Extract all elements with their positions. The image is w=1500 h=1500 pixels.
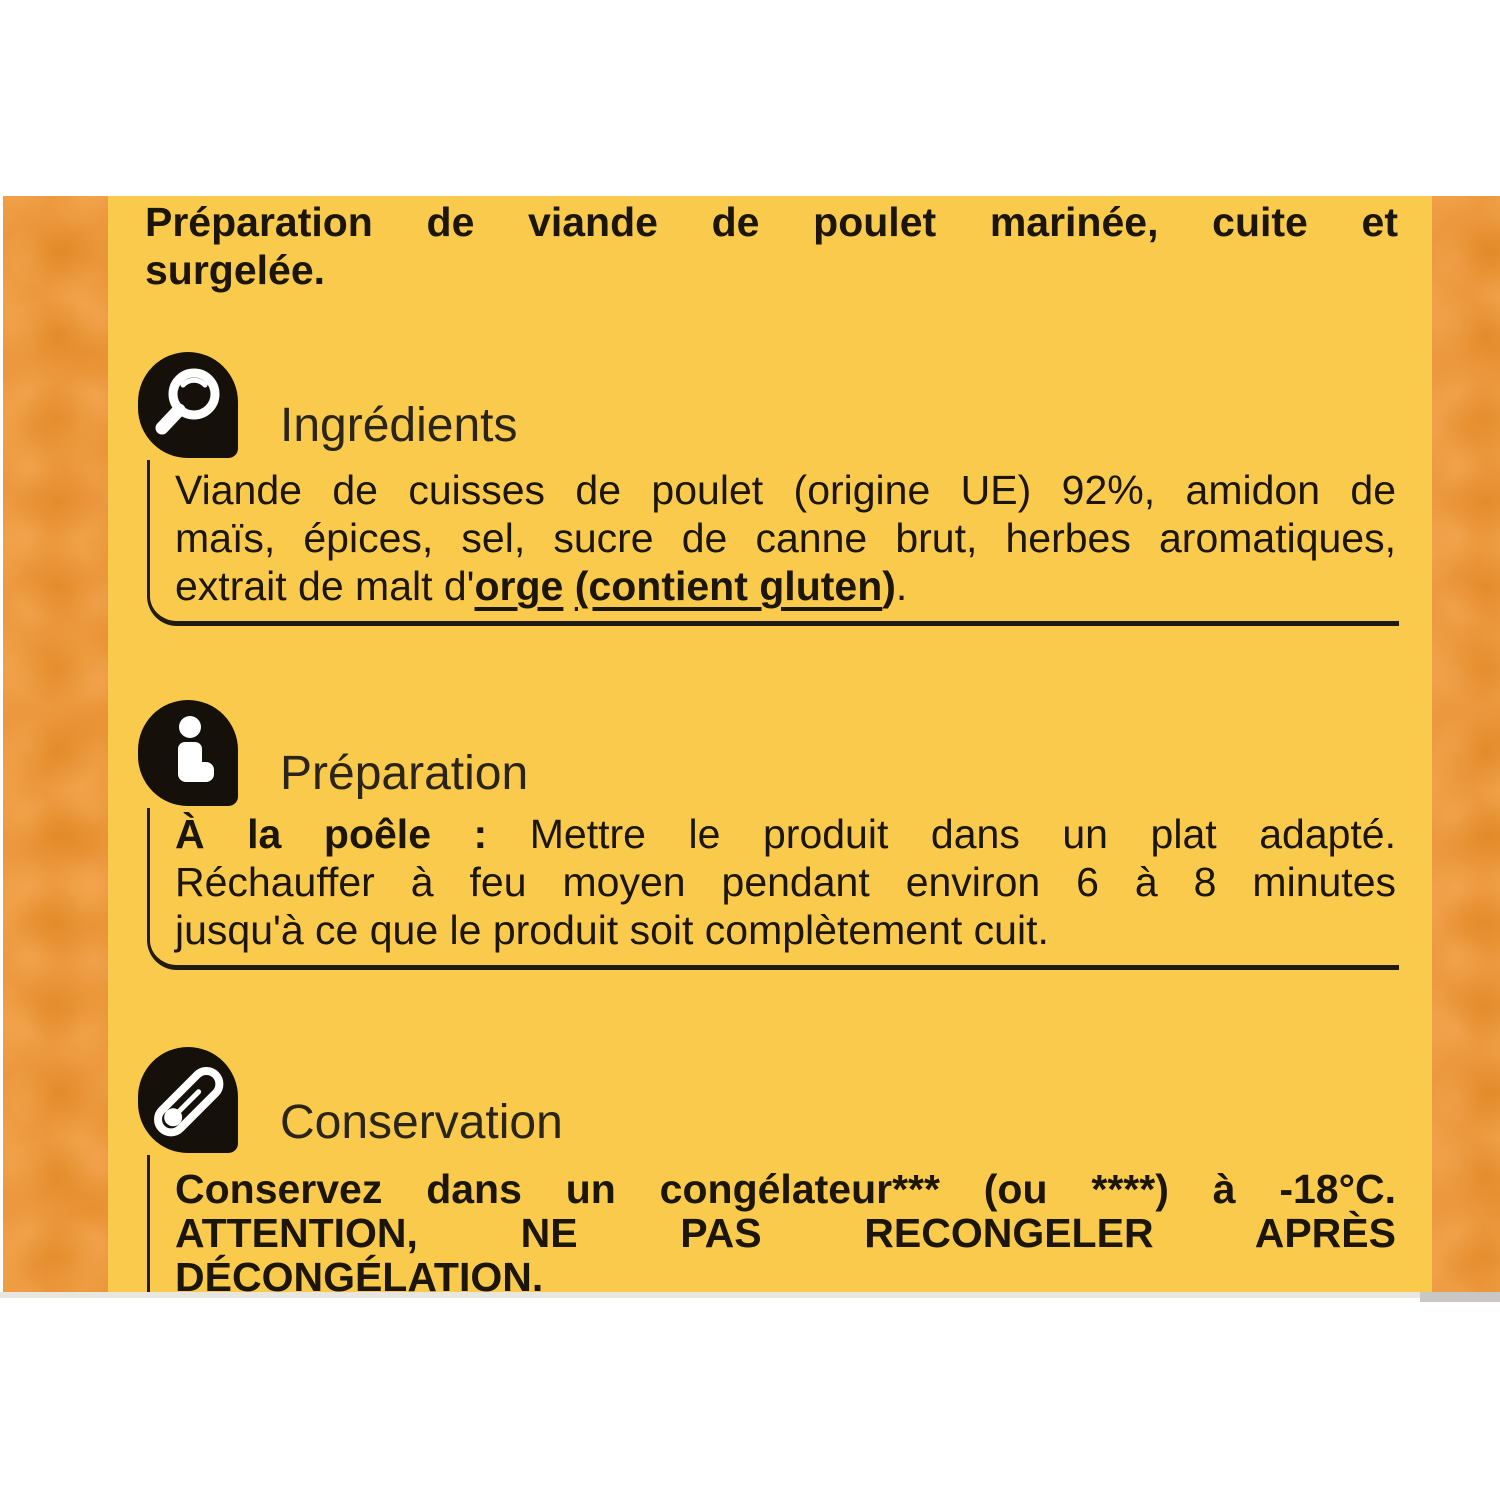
ingredients-line: maïs, épices, sel, sucre de canne brut, herbes aromatiques, bbox=[175, 515, 1396, 561]
product-description-line: surgelée. bbox=[145, 247, 326, 293]
ingredients-period: . bbox=[895, 563, 908, 609]
conservation-line: ATTENTION, NE PAS RECONGELER APRÈS bbox=[175, 1210, 1396, 1256]
label-panel bbox=[108, 196, 1432, 1292]
conservation-heading: Conservation bbox=[280, 1096, 563, 1149]
left-orange-stripe bbox=[3, 196, 108, 1292]
allergen-note: (contient gluten bbox=[574, 563, 883, 609]
ingredients-last-line-prefix: extrait de malt d' bbox=[175, 563, 475, 609]
preparation-line1-rest: Mettre le produit dans un plat adapté. bbox=[487, 811, 1396, 857]
allergen-space bbox=[563, 563, 574, 609]
magnifier-icon bbox=[138, 352, 238, 458]
conservation-line: Conservez dans un congélateur*** (ou ****) à -18°C. bbox=[175, 1166, 1396, 1212]
label-bottom-right-edge bbox=[1420, 1292, 1500, 1302]
label-bottom-edge-shadow bbox=[0, 1292, 1500, 1298]
preparation-heading: Préparation bbox=[280, 747, 529, 800]
right-orange-stripe bbox=[1432, 196, 1500, 1292]
product-description-line: Préparation de viande de poulet marinée, cuite et bbox=[145, 199, 1398, 245]
preparation-line: jusqu'à ce que le produit soit complètement cuit. bbox=[175, 907, 1049, 953]
ingredients-text-box bbox=[147, 460, 1399, 626]
allergen-close-paren: ) bbox=[882, 563, 896, 609]
preparation-line: Réchauffer à feu moyen pendant environ 6 à 8 minutes bbox=[175, 859, 1396, 905]
product-label-band bbox=[0, 196, 1500, 1292]
preparation-line bbox=[175, 810, 1396, 858]
conservation-icon-bubble bbox=[138, 1047, 238, 1153]
preparation-icon-bubble bbox=[138, 700, 238, 806]
ingredients-heading: Ingrédients bbox=[280, 399, 518, 452]
preparation-method-lead: À la poêle : bbox=[175, 811, 488, 857]
ingredients-line bbox=[175, 562, 1396, 610]
product-description bbox=[145, 198, 1398, 294]
ingredients-icon-bubble bbox=[138, 352, 238, 458]
thermometer-icon bbox=[138, 1047, 238, 1153]
allergen-word: orge bbox=[474, 563, 564, 609]
info-icon bbox=[138, 700, 238, 806]
conservation-text-box bbox=[147, 1155, 1399, 1292]
preparation-text-box bbox=[147, 808, 1399, 970]
ingredients-line: Viande de cuisses de poulet (origine UE) 92%, amidon de bbox=[175, 467, 1396, 513]
conservation-line: DÉCONGÉLATION. bbox=[175, 1254, 544, 1292]
